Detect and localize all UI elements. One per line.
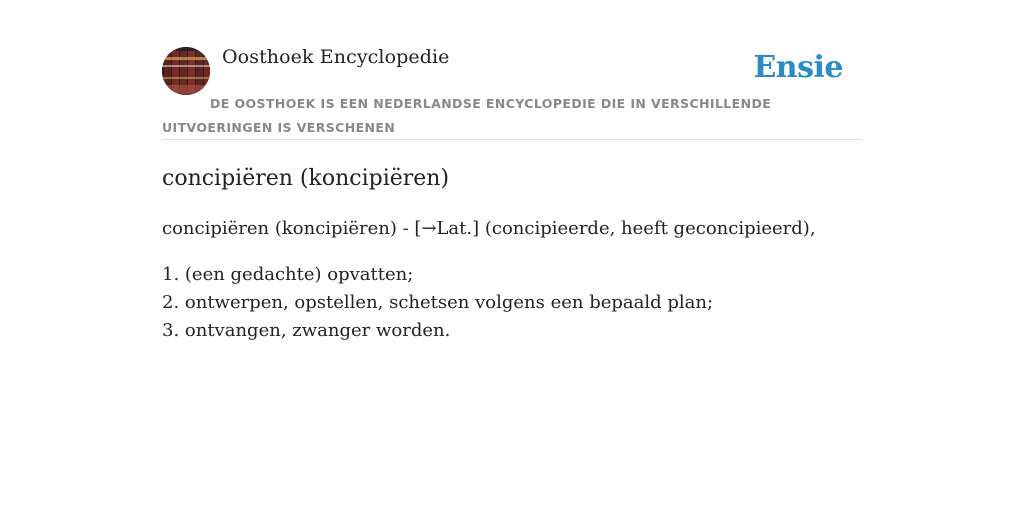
site-tagline: DE OOSTHOEK IS EEN NEDERLANDSE ENCYCLOPEDIE DIE IN VERSCHILLENDE UITVOERINGEN IS VERSCHENEN	[162, 96, 772, 135]
article-definition: concipiëren (koncipiëren) - [→Lat.] (concipieerde, heeft geconcipieerd),	[162, 218, 816, 239]
page	[162, 46, 862, 345]
brand-logo[interactable]: Ensie	[753, 50, 843, 85]
sense-item: 2. ontwerpen, opstellen, schetsen volgens een bepaald plan;	[162, 292, 714, 313]
avatar[interactable]	[162, 47, 210, 95]
sense-item: 1. (een gedachte) opvatten;	[162, 264, 414, 285]
sense-list	[162, 261, 862, 345]
sense-item: 3. ontvangen, zwanger worden.	[162, 320, 451, 341]
site-header	[162, 46, 862, 140]
site-name[interactable]: Oosthoek Encyclopedie	[222, 46, 450, 68]
encyclopedia-books-icon	[162, 47, 210, 95]
article-title: concipiëren (koncipiëren)	[162, 166, 450, 191]
